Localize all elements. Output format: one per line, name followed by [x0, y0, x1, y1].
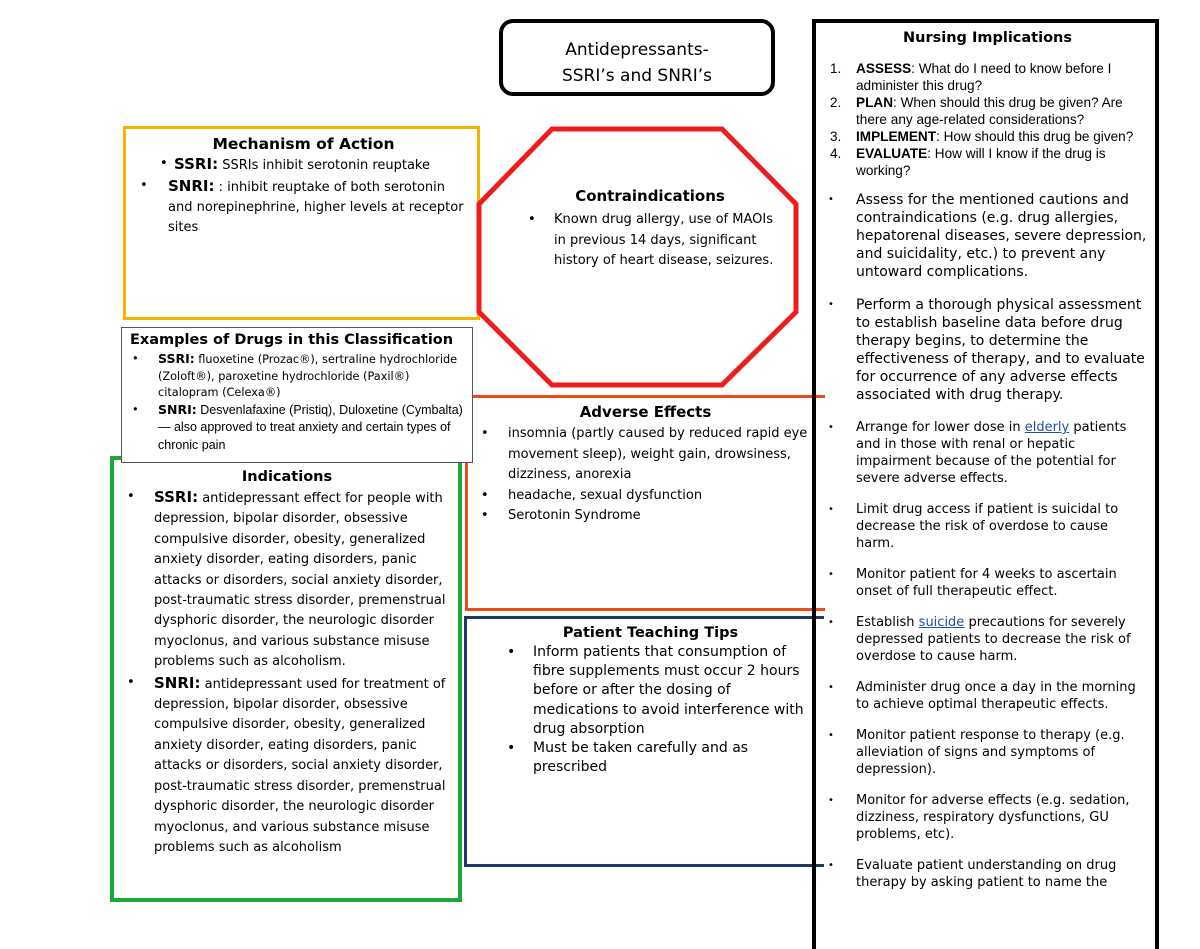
- nursing-steps-list: [828, 60, 1147, 179]
- nursing-step: [828, 128, 1147, 145]
- indications-list: [124, 487, 450, 858]
- snri-text: : inhibit reuptake of both serotonin and norepinephrine, higher levels at receptor sites: [168, 180, 464, 235]
- nursing-bullet: • Monitor patient response to therapy (e.g. alleviation of signs and symptoms of depression).: [828, 727, 1147, 778]
- teaching-list: [497, 643, 814, 777]
- step-text: : When should this drug be given? Are there any age-related considerations?: [856, 95, 1123, 127]
- contraindications-box: [520, 186, 780, 272]
- examples-ssri-text: fluoxetine (Prozac®), sertraline hydrochloride (Zoloft®), paroxetine hydrochloride (Paxil®) citalopram (Celexa®): [158, 353, 458, 399]
- indications-box: [110, 456, 462, 902]
- contraindications-heading: Contraindications: [575, 187, 725, 205]
- examples-box: [121, 327, 473, 463]
- ssri-text: SSRIs inhibit serotonin reuptake: [218, 158, 430, 173]
- step-label: EVALUATE: [856, 146, 928, 161]
- mechanism-ssri-item: [140, 154, 467, 176]
- title-box: [499, 19, 775, 96]
- step-number: 3.: [830, 129, 842, 144]
- examples-snri-text: Desvenlafaxine (Pristiq), Duloxetine (Cymbalta) — also approved to treat anxiety and certain types of chronic pain: [158, 402, 463, 452]
- indications-snri-item: [124, 673, 450, 859]
- examples-ssri-label: SSRI:: [158, 351, 195, 366]
- adverse-item: • headache, sexual dysfunction: [476, 486, 815, 507]
- indications-snri-label: SNRI:: [154, 673, 201, 692]
- nursing-bullet: • Administer drug once a day in the morning to achieve optimal therapeutic effects.: [828, 679, 1147, 713]
- nursing-bullet: • Evaluate patient understanding on drug therapy by asking patient to name the: [828, 857, 1147, 891]
- indications-snri-text: antidepressant used for treatment of depression, bipolar disorder, obsessive compulsive disorder, obesity, generalized anxiety disorder, eating disorders, panic attacks or disorders, social anxiety disorder, post-traumatic stress disorder, premenstrual dysphoric disorder, the neurologic disorder myoclonus, and various substance misuse problems such as alcoholism: [154, 676, 446, 855]
- title-line2: SSRI’s and SNRI’s: [561, 66, 713, 86]
- nursing-step: [828, 145, 1147, 179]
- adverse-heading: Adverse Effects: [579, 403, 712, 421]
- examples-ssri-item: [130, 351, 466, 402]
- step-text: : How will I know if the drug is working?: [856, 146, 1106, 178]
- mechanism-heading: Mechanism of Action: [212, 135, 395, 153]
- elderly-link[interactable]: elderly: [1024, 420, 1070, 435]
- bullet-text: Establish: [856, 615, 919, 630]
- indications-heading: Indications: [241, 469, 333, 485]
- indications-ssri-label: SSRI:: [154, 488, 199, 506]
- examples-list: [130, 351, 466, 454]
- nursing-step: [828, 94, 1147, 128]
- adverse-item: • insomnia (partly caused by reduced rapid eye movement sleep), weight gain, drowsiness, dizziness, anorexia: [476, 424, 815, 486]
- nursing-bullets-list: [828, 191, 1147, 891]
- mechanism-list: [140, 154, 467, 238]
- step-label: PLAN: [856, 95, 894, 110]
- patient-teaching-box: [464, 616, 824, 867]
- snri-label: SNRI:: [168, 177, 215, 195]
- examples-snri-label: SNRI:: [158, 401, 197, 417]
- nursing-bullet: [828, 614, 1147, 665]
- nursing-bullet: • Limit drug access if patient is suicidal to decrease the risk of overdose to cause harm.: [828, 501, 1147, 552]
- step-number: 1.: [830, 61, 842, 76]
- mechanism-of-action-box: [123, 126, 480, 320]
- step-label: ASSESS: [856, 61, 912, 76]
- contraindications-list: [520, 210, 780, 272]
- nursing-bullet: • Perform a thorough physical assessment to establish baseline data before drug therapy begins, to determine the effectiveness of therapy, and to evaluate for occurrence of any adverse effects associated with drug therapy.: [828, 296, 1147, 404]
- nursing-bullet: [828, 419, 1147, 487]
- nursing-bullet: • Assess for the mentioned cautions and contraindications (e.g. drug allergies, hepatorenal diseases, severe depression, and suicidality, etc.) to prevent any untoward complications.: [828, 191, 1147, 281]
- examples-snri-item: [130, 402, 466, 455]
- teaching-item: • Must be taken carefully and as prescribed: [497, 739, 814, 777]
- step-number: 4.: [830, 146, 842, 161]
- step-label: IMPLEMENT: [856, 129, 937, 144]
- ssri-label: SSRI:: [174, 155, 219, 173]
- teaching-heading: Patient Teaching Tips: [562, 625, 739, 641]
- nursing-implications-box: [812, 19, 1159, 949]
- bullet-text: precautions for severely depressed patients to decrease the risk of overdose to cause harm.: [856, 615, 1131, 664]
- contraindications-item: • Known drug allergy, use of MAOIs in previous 14 days, significant history of heart disease, seizures.: [520, 210, 780, 272]
- indications-ssri-item: [124, 487, 450, 673]
- teaching-item: • Inform patients that consumption of fibre supplements must occur 2 hours before or after the dosing of medications to avoid interference with drug absorption: [497, 643, 814, 739]
- indications-ssri-text: antidepressant effect for people with depression, bipolar disorder, obsessive compulsive disorder, obesity, generalized anxiety disorder, eating disorders, panic attacks or disorders, social anxiety disorder, post-traumatic stress disorder, premenstrual dysphoric disorder, the neurologic disorder myoclonus, and various substance misuse problems such as alcoholism.: [154, 491, 446, 670]
- nursing-bullet: • Monitor for adverse effects (e.g. sedation, dizziness, respiratory dysfunctions, GU problems, etc).: [828, 792, 1147, 843]
- mechanism-snri-item: [140, 176, 467, 238]
- nursing-heading: Nursing Implications: [903, 30, 1072, 46]
- suicide-link[interactable]: suicide: [918, 615, 965, 630]
- adverse-item: • Serotonin Syndrome: [476, 506, 815, 527]
- step-text: : What do I need to know before I administer this drug?: [856, 61, 1112, 93]
- examples-heading: Examples of Drugs in this Classification: [130, 332, 454, 348]
- nursing-bullet: • Monitor patient for 4 weeks to ascertain onset of full therapeutic effect.: [828, 566, 1147, 600]
- adverse-effects-box: [465, 395, 825, 611]
- step-text: : How should this drug be given?: [936, 129, 1134, 144]
- step-number: 2.: [830, 95, 842, 110]
- adverse-list: [476, 424, 815, 527]
- bullet-text: Arrange for lower dose in: [856, 420, 1025, 435]
- title-line1: Antidepressants-: [565, 40, 709, 60]
- nursing-step: [828, 60, 1147, 94]
- bullet-text: patients and in those with renal or hepatic impairment because of the potential for severe adverse effects.: [856, 420, 1127, 486]
